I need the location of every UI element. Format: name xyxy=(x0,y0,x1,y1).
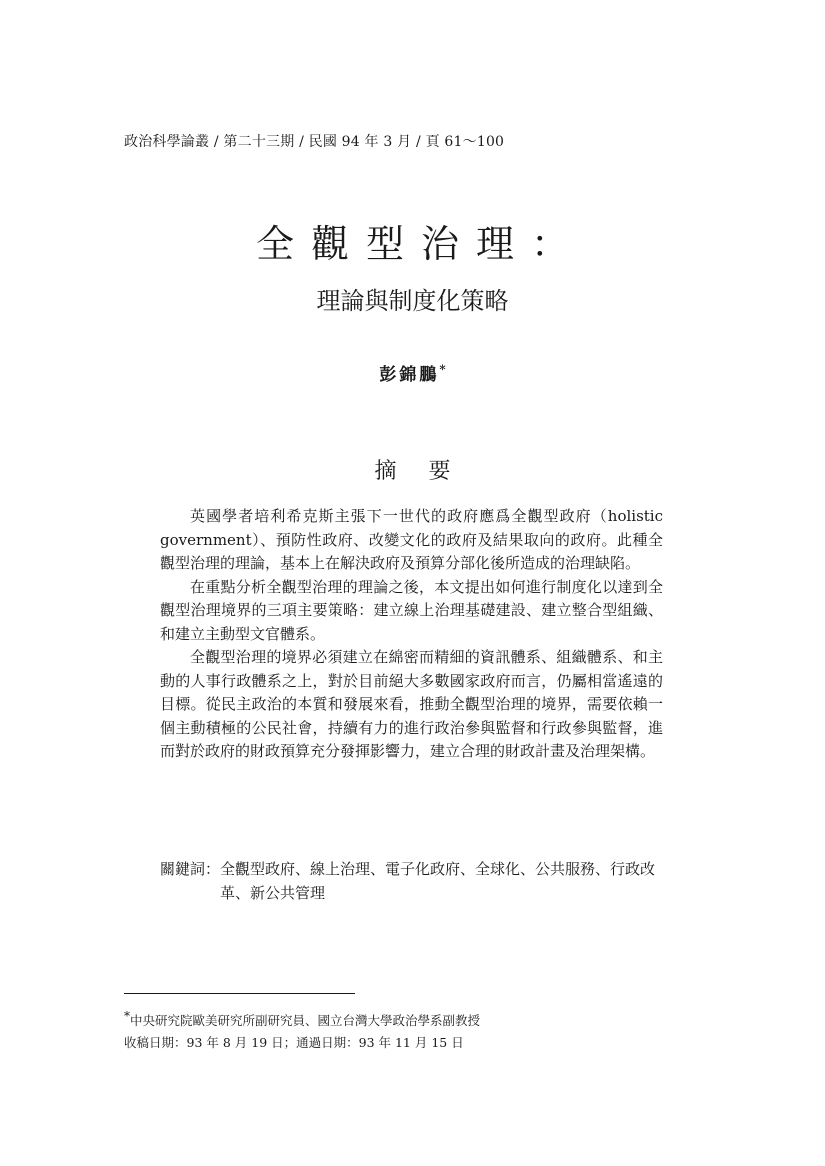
keywords-block xyxy=(160,857,663,905)
paper-title: 全觀型治理： xyxy=(255,222,586,266)
footnote-dates: 收稿日期：93 年 8 月 19 日；通過日期：93 年 11 月 15 日 xyxy=(124,1035,464,1051)
journal-citation: 政治科學論叢 / 第二十三期 / 民國 94 年 3 月 / 頁 61～100 xyxy=(124,134,505,150)
footnote-affiliation-line xyxy=(124,1005,480,1032)
footnote-affiliation: 中央研究院歐美研究所副研究員、國立台灣大學政治學系副教授 xyxy=(130,1013,481,1029)
abstract-paragraph: 英國學者培利希克斯主張下一世代的政府應爲全觀型政府（holistic government）、預防性政府、改變文化的政府及結果取向的政府。此種全觀型治理的理論，基本上在解決政府及預算分部化後所造成的治理缺陷。 xyxy=(160,507,663,572)
author-name: 彭錦鵬 xyxy=(379,365,440,385)
keywords-label: 關鍵詞： xyxy=(160,860,221,878)
abstract-paragraph: 全觀型治理的境界必須建立在綿密而精細的資訊體系、組織體系、和主動的人事行政體系之上，對於目前絕大多數國家政府而言，仍屬相當遙遠的目標。從民主政治的本質和發展來看，推動全觀型治理的境界，需要依賴一個主動積極的公民社會，持續有力的進行政治參與監督和行政參與監督，進而對於政府的財政預算充分發揮影響力，建立合理的財政計畫及治理架構。 xyxy=(160,648,663,760)
abstract-heading: 摘要 xyxy=(374,459,483,484)
abstract-body xyxy=(160,505,663,764)
keywords-text: 全觀型政府、線上治理、電子化政府、全球化、公共服務、行政改革、新公共管理 xyxy=(220,860,656,902)
footnote-mark: * xyxy=(124,1009,130,1023)
paper-subtitle: 理論與制度化策略 xyxy=(316,287,509,315)
footnote-divider xyxy=(124,993,355,994)
abstract-paragraph: 在重點分析全觀型治理的理論之後，本文提出如何進行制度化以達到全觀型治理境界的三項主要策略：建立線上治理基礎建設、建立整合型組織、和建立主動型文官體系。 xyxy=(160,577,663,643)
author-line xyxy=(0,360,825,385)
footnote xyxy=(124,1005,480,1054)
author-footnote-mark: * xyxy=(439,362,446,377)
